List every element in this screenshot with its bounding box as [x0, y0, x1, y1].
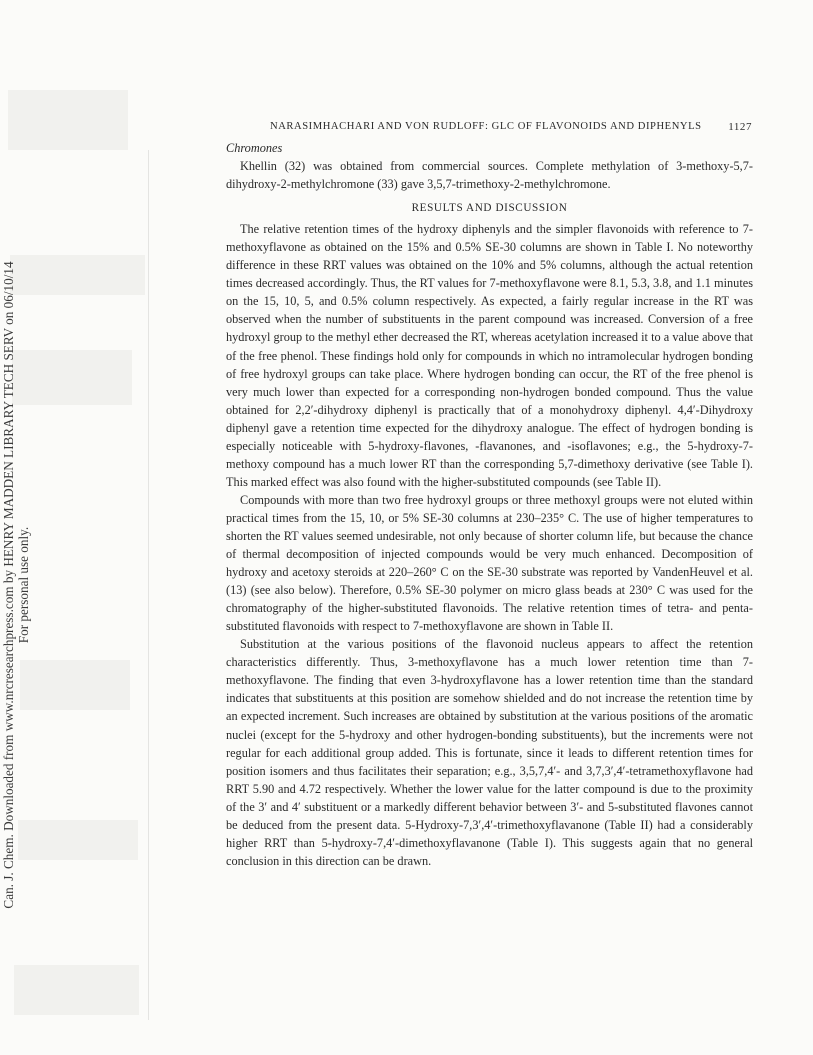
results-section-title: RESULTS AND DISCUSSION [411, 202, 568, 215]
chromones-paragraph: Khellin (32) was obtained from commercial sources. Complete methylation of 3-methoxy-5,7-dihydroxy-2-methylchromone (33) gave 3,5,7-trimethoxy-2-methylchromone. [226, 159, 753, 192]
page-number: 1127 [728, 121, 752, 133]
results-paragraph-3: Substitution at the various positions of the flavonoid nucleus appears to affect the retention characteristics differently. Thus, 3-methoxyflavone has a much lower retention time than 7-methoxyflavone. The finding that even 3-hydroxyflavone has a lower retention time than the standard indicates that substituents at this position are somehow shielded and do not increase the retention time by an expected increment. Such increases are obtained by substitution at the various positions of the aromatic nuclei (except for the 5-hydroxy and other hydrogen-bonding substituents), but the increments were not regular for each additional group added. This is fortunate, since it leads to different retention times for position isomers and thus facilitates their separation; e.g., 3,5,7,4′- and 3,7,3′,4′-tetramethoxyflavone had RRT 5.90 and 4.72 respectively. Whether the lower value for the latter compound is due to the proximity of the 3′ and 4′ substituent or a markedly different behavior between 3′- and 5-substituted flavones cannot be deduced from the present data. 5-Hydroxy-7,3′,4′-trimethoxyflavanone (Table II) had a considerably higher RRT than 5-hydroxy-7,4′-dimethoxyflavanone (Table I). This suggests again that no general conclusion in this direction can be drawn. [226, 637, 753, 868]
download-notice-line1: Can. J. Chem. Downloaded from www.nrcresearchpress.com by HENRY MADDEN LIBRARY TECH SERV on 06/10/14 [1, 261, 16, 909]
article-body [226, 139, 753, 870]
results-paragraph-2: Compounds with more than two free hydroxyl groups or three methoxyl groups were not eluted within practical times from the 15, 10, or 5% SE-30 columns at 230–235° C. The use of higher temperatures to shorten the RT values seemed undesirable, not only because of shorter column life, but because the chance of thermal decomposition of injected compounds would be very much enhanced. Decomposition of hydroxy and acetoxy steroids at 220–260° C on the SE-30 substrate was reported by VandenHeuvel et al. (13) (see also below). Therefore, 0.5% SE-30 polymer on micro glass beads at 230° C was used for the chromatography of the higher-substituted flavonoids. The relative retention times of tetra- and penta-substituted flavonoids with respect to 7-methoxyflavone are shown in Table II. [226, 492, 753, 634]
download-notice-line2: For personal use only. [16, 526, 31, 644]
running-title: NARASIMHACHARI AND VON RUDLOFF: GLC OF FLAVONOIDS AND DIPHENYLS [270, 121, 702, 132]
scan-gutter-line [148, 150, 149, 1020]
results-paragraph-1: The relative retention times of the hydroxy diphenyls and the simpler flavonoids with reference to 7-methoxyflavone as obtained on the 15% and 0.5% SE-30 columns are shown in Table I. No noteworthy difference in these RRT values was obtained on the 10% and 5% columns, although the actual retention times decreased accordingly. Thus, the RT values for 7-methoxyflavone were 8.1, 5.3, 3.8, and 1.1 minutes on the 15, 10, 5, and 0.5% column respectively. As expected, a fairly regular increase in the RT was observed when the number of substituents in the parent compound was increased. Conversion of a free hydroxyl group to the methyl ether decreased the RT, whereas acetylation increased it to a value above that of the free phenol. These findings hold only for compounds in which no intramolecular hydrogen bonding of free hydroxyl groups can take place. Where hydrogen bonding can occur, the RT of the free phenol is very much lower than expected for a corresponding non-hydrogen bonded compound. Thus the value obtained for 2,2′-dihydroxy diphenyl is practically that of a monohydroxy diphenyl. 4,4′-Dihydroxy diphenyl gave a retention time expected for the dihydroxy analogue. The effect of hydrogen bonding is especially noticeable with 5-hydroxy-flavones, -flavanones, and -isoflavones; e.g., the 5-hydroxy-7-methoxy compound has a much lower RT than the corresponding 5,7-dimethoxy derivative (see Table I). This marked effect was also found with the higher-substituted compounds (see Table II). [226, 222, 753, 489]
chromones-subheading: Chromones [226, 141, 283, 155]
